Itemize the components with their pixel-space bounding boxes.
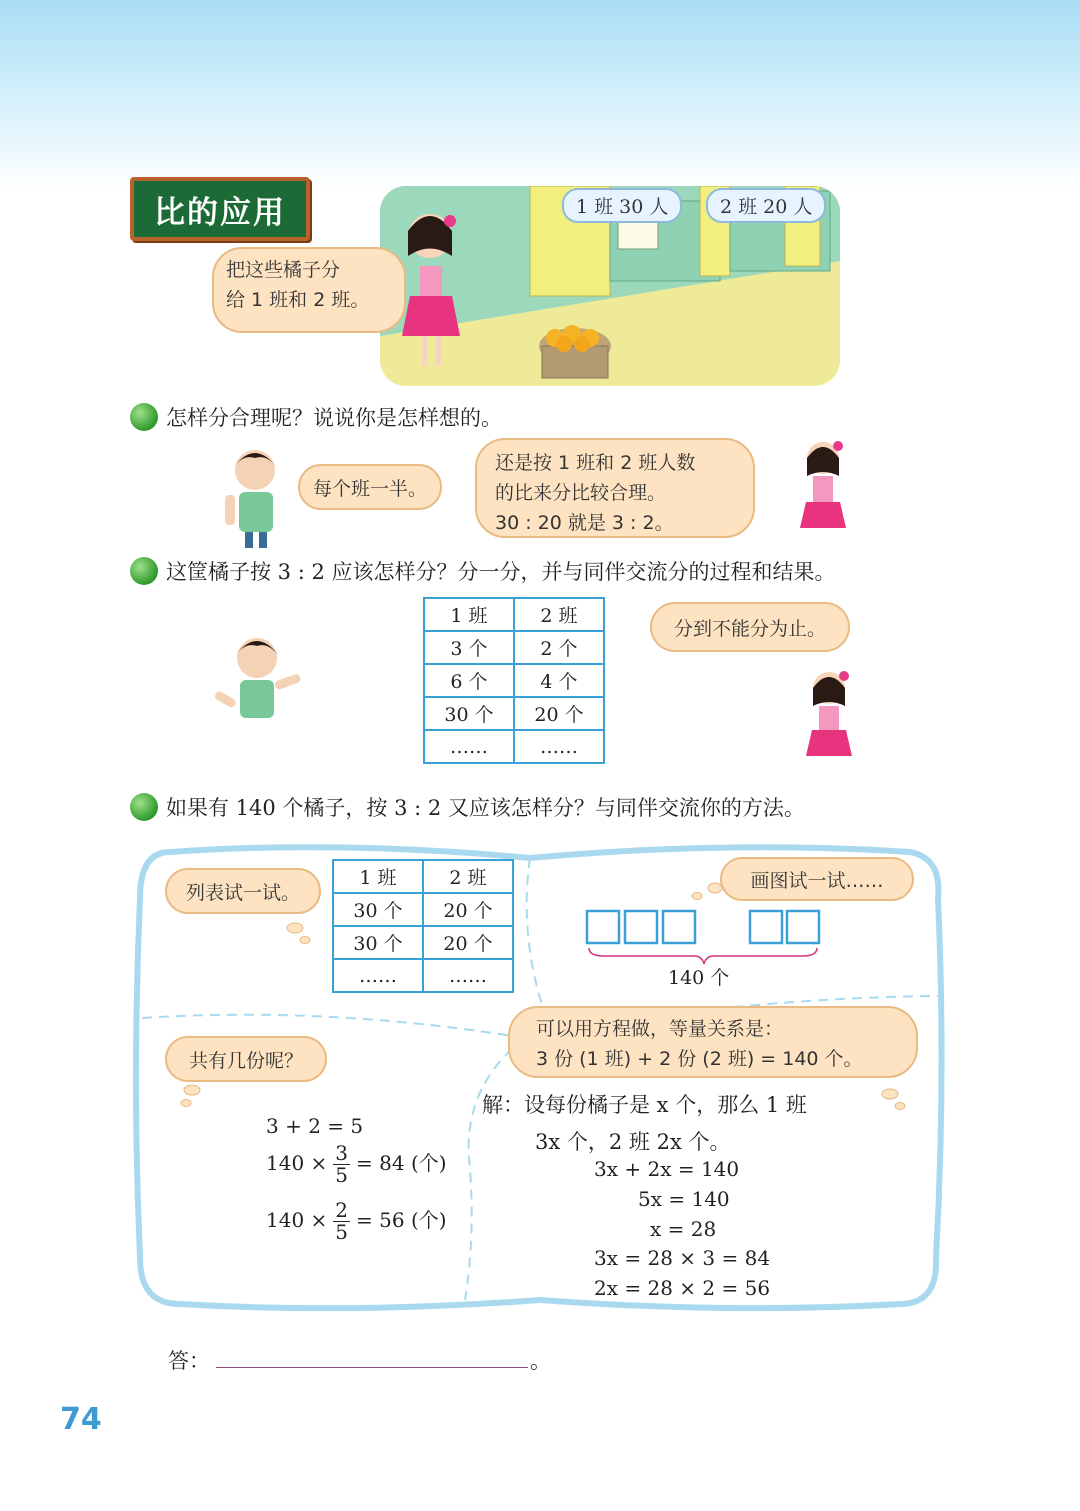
table-cell: …… [423,959,513,992]
fraction [333,1143,350,1186]
green-dot-icon [130,793,158,821]
table-header: 2 班 [423,860,513,893]
table-cell: 20 个 [423,893,513,926]
equation-method-bubble [508,1006,918,1078]
header-band [0,0,1080,190]
table-cell: 20 个 [514,697,604,730]
table-header: 2 班 [514,598,604,631]
class2-sign: 2 班 20 人 [706,188,826,223]
table-cell: 30 个 [424,697,514,730]
solution-text: 设每份橘子是 x 个，那么 1 班 [524,1093,807,1117]
table-header: 1 班 [333,860,423,893]
page-title: 比的应用 [130,177,310,241]
speech-line: 可以用方程做，等量关系是： [536,1018,784,1040]
draw-method-bubble: 画图试一试…… [720,857,914,901]
answer-end: 。 [530,1349,551,1373]
speech-line: 的比来分比较合理。 [495,482,667,504]
table-cell: …… [424,730,514,763]
classroom-illustration [380,186,840,386]
question-3-text: 如果有 140 个橘子，按 3 : 2 又应该怎样分？与同伴交流你的方法。 [166,796,805,820]
equation-line: 5x = 140 [638,1187,730,1211]
fraction-denominator: 5 [335,1220,349,1244]
solution-label: 解： [482,1093,524,1117]
green-dot-icon [130,557,158,585]
answer-blank[interactable] [216,1367,528,1368]
question-2 [130,556,836,586]
list-table [332,859,514,993]
table-cell: 30 个 [333,926,423,959]
green-dot-icon [130,403,158,431]
calc-line-1: 3 + 2 = 5 [266,1114,364,1138]
calc-text: = 56 (个) [356,1208,447,1232]
girl-icon [792,666,867,761]
table-cell: …… [333,959,423,992]
equation-line: 3x + 2x = 140 [594,1157,740,1181]
table-cell: 3 个 [424,631,514,664]
table-header: 1 班 [424,598,514,631]
calc-line-2 [266,1143,447,1186]
equation-line: 3x = 28 × 3 = 84 [594,1246,771,1270]
table-row [424,697,604,730]
girl-icon [788,436,858,536]
table-cell: 20 个 [423,926,513,959]
equation-line: 2x = 28 × 2 = 56 [594,1276,771,1300]
thought-dots-icon [285,920,315,946]
boy-pointing-icon [212,630,307,725]
table-cell: 2 个 [514,631,604,664]
thought-dots-icon [880,1086,910,1112]
answer-label: 答： [168,1349,210,1373]
solution-line-1 [482,1089,807,1119]
table-cell: 4 个 [514,664,604,697]
parts-method-bubble: 共有几份呢？ [165,1036,327,1082]
division-table [423,597,605,764]
fraction-denominator: 5 [335,1163,349,1187]
table-row [424,730,604,763]
boy-icon [215,440,295,550]
table-header-row [333,860,513,893]
calc-text: = 84 (个) [356,1151,447,1175]
question-2-text: 这筐橘子按 3 : 2 应该怎样分？分一分，并与同伴交流分的过程和结果。 [166,560,836,584]
calc-text: 140 × [266,1151,328,1175]
fraction-numerator: 2 [335,1198,349,1222]
calc-text: 140 × [266,1208,328,1232]
thought-dots-icon [176,1082,206,1110]
table-row [333,926,513,959]
table-row [424,631,604,664]
table-row [424,664,604,697]
speech-line: 把这些橘子分 [226,259,341,281]
speech-line: 给 1 班和 2 班。 [226,289,370,311]
thought-dots-icon [685,880,725,902]
table-cell: 30 个 [333,893,423,926]
table-cell: …… [514,730,604,763]
page-number: 74 [60,1402,102,1437]
class1-sign: 1 班 30 人 [562,188,682,223]
ratio-diagram [584,908,824,968]
table-cell: 6 个 [424,664,514,697]
table-row [333,893,513,926]
speech-line: 还是按 1 班和 2 班人数 [495,452,696,474]
girl-stop-bubble: 分到不能分为止。 [650,602,850,652]
solution-line-2: 3x 个，2 班 2x 个。 [535,1130,731,1154]
fraction [333,1200,350,1243]
equation-line: x = 28 [650,1217,717,1241]
girl-ratio-bubble [475,438,755,538]
boy-speech-bubble: 每个班一半。 [298,464,442,510]
fraction-numerator: 3 [335,1141,349,1165]
question-1-text: 怎样分合理呢？说说你是怎样想的。 [166,406,502,430]
total-label: 140 个 [668,967,730,989]
question-1 [130,402,502,432]
question-3 [130,792,805,822]
table-row [333,959,513,992]
calc-line-3 [266,1200,447,1243]
list-method-bubble: 列表试一试。 [165,868,321,914]
girl-speech-bubble [212,247,406,333]
speech-line: 3 份 (1 班) + 2 份 (2 班) = 140 个。 [536,1048,863,1070]
speech-line: 30 : 20 就是 3 : 2。 [495,512,674,534]
table-header-row [424,598,604,631]
